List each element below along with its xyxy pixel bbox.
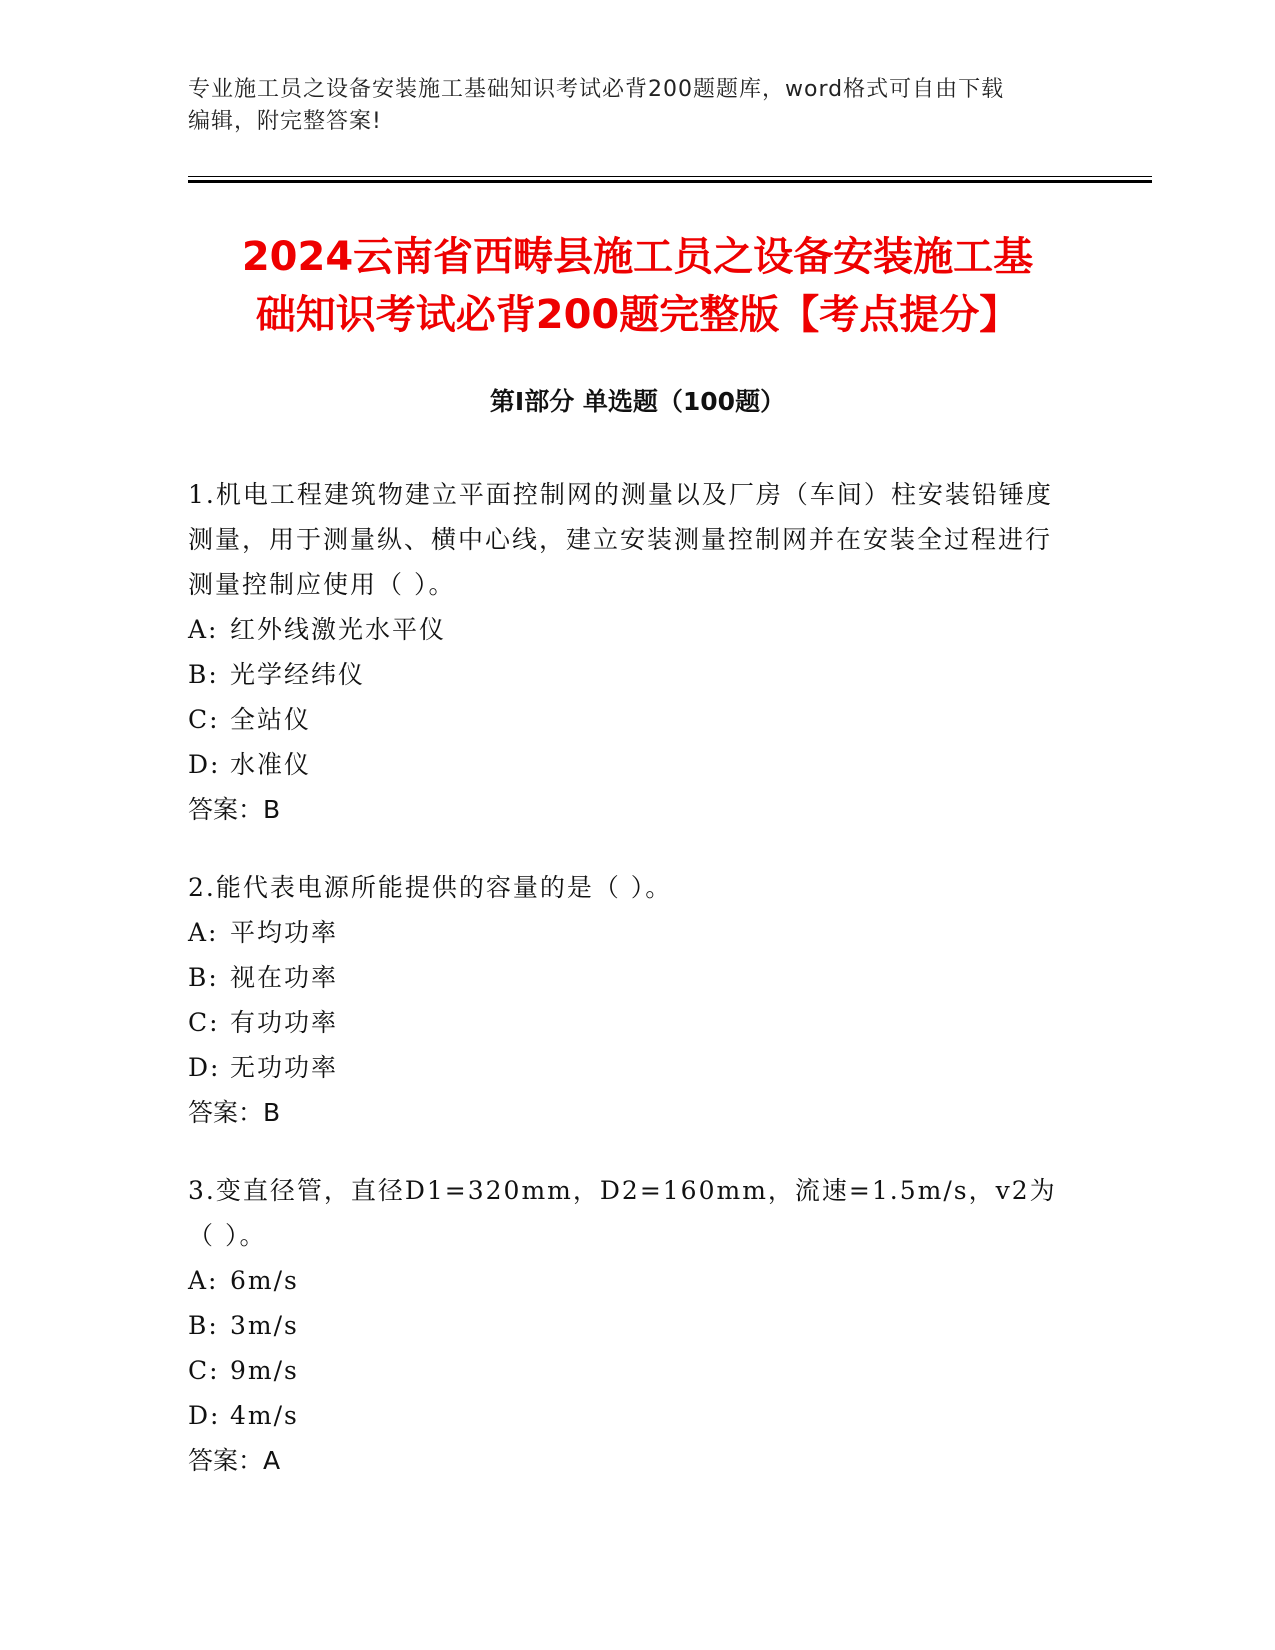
header-divider-thick: [188, 180, 1152, 183]
option-letter: C:: [188, 1356, 220, 1385]
option-d: [188, 1045, 1068, 1090]
option-text: 3m/s: [230, 1311, 299, 1340]
question-list: [188, 472, 1068, 1516]
question-2: [188, 865, 1068, 1135]
option-text: 红外线激光水平仪: [230, 615, 447, 644]
answer: 答案：A: [188, 1446, 281, 1475]
option-letter: B:: [188, 1311, 219, 1340]
option-text: 全站仪: [230, 705, 312, 734]
option-d: [188, 1393, 1068, 1438]
option-letter: B:: [188, 963, 219, 992]
option-text: 平均功率: [230, 918, 339, 947]
header-note: [188, 74, 1088, 138]
option-text: 6m/s: [230, 1266, 299, 1295]
option-letter: B:: [188, 660, 219, 689]
answer: 答案：B: [188, 1098, 281, 1127]
option-text: 视在功率: [230, 963, 339, 992]
question-stem: 3.变直径管，直径D1=320mm，D2=160mm，流速=1.5m/s，v2为（ ）。: [188, 1176, 1057, 1250]
option-b: [188, 1303, 1068, 1348]
option-letter: D:: [188, 1401, 221, 1430]
option-letter: A:: [188, 1266, 219, 1295]
option-a: [188, 1258, 1068, 1303]
question-stem: 2.能代表电源所能提供的容量的是（ ）。: [188, 873, 673, 902]
option-letter: D:: [188, 750, 221, 779]
question-1: [188, 472, 1068, 832]
answer: 答案：B: [188, 795, 281, 824]
document-title: [150, 228, 1125, 344]
option-c: [188, 1000, 1068, 1045]
option-text: 4m/s: [230, 1401, 299, 1430]
option-c: [188, 1348, 1068, 1393]
document-title-line2: 础知识考试必背200题完整版【考点提分】: [255, 292, 1020, 338]
option-letter: C:: [188, 705, 220, 734]
section-title: 第I部分 单选题（100题）: [489, 387, 786, 416]
option-text: 无功功率: [230, 1053, 339, 1082]
option-text: 9m/s: [230, 1356, 299, 1385]
question-stem: 1.机电工程建筑物建立平面控制网的测量以及厂房（车间）柱安装铅锤度测量，用于测量纵、横中心线，建立安装测量控制网并在安装全过程进行测量控制应使用（ ）。: [188, 480, 1053, 599]
option-b: [188, 955, 1068, 1000]
option-letter: C:: [188, 1008, 220, 1037]
option-a: [188, 607, 1068, 652]
header-note-line2: 编辑，附完整答案!: [188, 109, 382, 134]
document-title-line1: 2024云南省西畴县施工员之设备安装施工基: [241, 234, 1034, 280]
option-letter: A:: [188, 615, 219, 644]
header-divider-thin: [188, 176, 1152, 177]
option-a: [188, 910, 1068, 955]
question-3: [188, 1168, 1068, 1483]
option-text: 水准仪: [230, 750, 312, 779]
header-note-line1: 专业施工员之设备安装施工基础知识考试必背200题题库，word格式可自由下载: [188, 77, 1005, 102]
option-text: 有功功率: [230, 1008, 339, 1037]
option-text: 光学经纬仪: [230, 660, 366, 689]
option-d: [188, 742, 1068, 787]
option-letter: D:: [188, 1053, 221, 1082]
option-c: [188, 697, 1068, 742]
option-b: [188, 652, 1068, 697]
option-letter: A:: [188, 918, 219, 947]
